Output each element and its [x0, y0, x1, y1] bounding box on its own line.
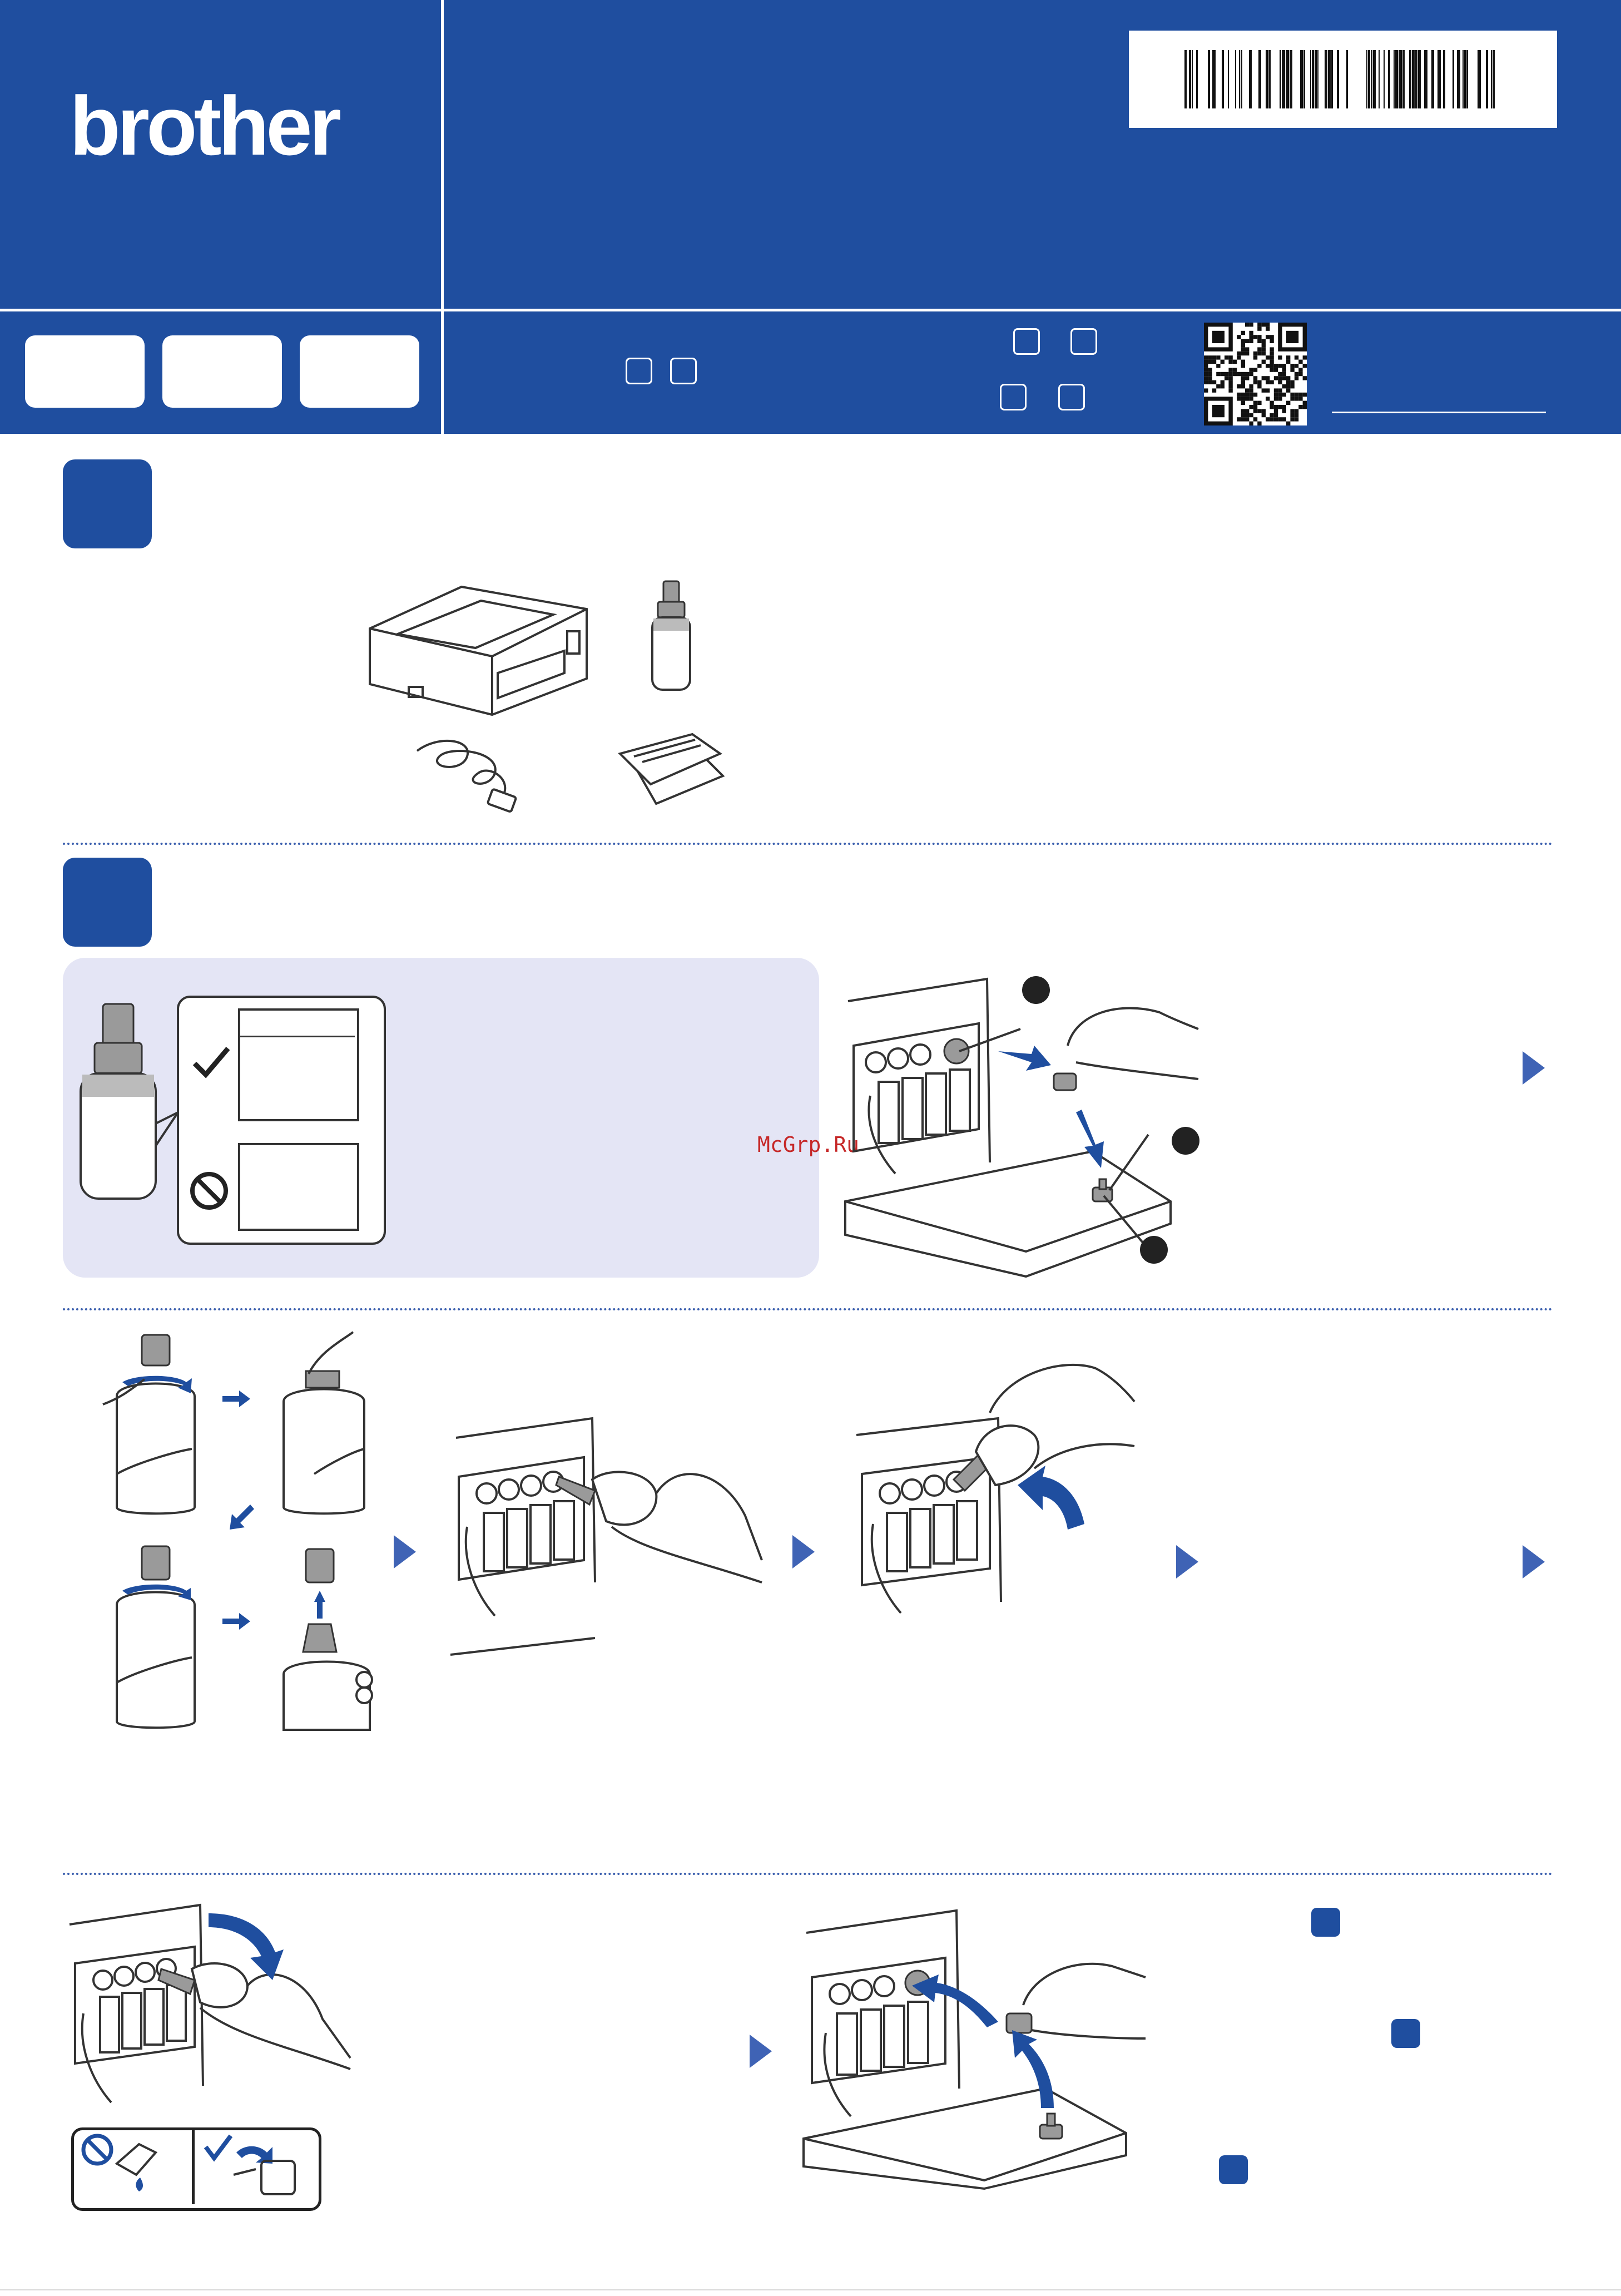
checkbox-b1[interactable]	[1013, 328, 1040, 355]
callout-marker-1	[1022, 976, 1050, 1004]
callout-ok-line	[240, 1036, 355, 1037]
bottle-opening-sequence-illustration	[103, 1329, 381, 1735]
checkbox-c1[interactable]	[1000, 384, 1027, 410]
next-arrow-icon-5	[1523, 1545, 1545, 1578]
next-arrow-icon-4	[1176, 1545, 1198, 1578]
write-in-line	[1332, 412, 1546, 413]
bottle-removal-illustration	[67, 1902, 350, 2114]
header-divider-vertical	[441, 0, 444, 434]
watermark-text: McGrp.Ru	[757, 1132, 860, 1157]
brother-logo: brother	[70, 79, 338, 172]
caution-panel	[63, 958, 819, 1278]
step-2-badge	[63, 858, 152, 947]
bottle-insert-illustration	[445, 1416, 767, 1660]
section-divider-2	[63, 1308, 1553, 1310]
section-divider-1	[63, 843, 1553, 845]
footer-line	[0, 2289, 1621, 2290]
next-arrow-icon-2	[394, 1535, 416, 1568]
substep-badge-2	[1391, 2019, 1420, 2048]
printer-illustration	[364, 584, 598, 720]
printer-cap-removal-illustration	[842, 968, 1198, 1276]
usage-tip-icons	[78, 2130, 317, 2205]
prohibited-icon	[189, 1171, 229, 1211]
check-icon	[192, 1046, 231, 1079]
checkbox-a2[interactable]	[670, 358, 697, 384]
next-arrow-icon	[1523, 1051, 1545, 1085]
callout-ng-box	[238, 1143, 359, 1231]
bottle-filling-illustration	[851, 1357, 1146, 1652]
barcode	[1184, 50, 1501, 108]
qr-code[interactable]	[1204, 323, 1307, 425]
language-tab-1[interactable]	[25, 335, 145, 408]
checkbox-c2[interactable]	[1058, 384, 1085, 410]
next-arrow-icon-3	[792, 1535, 815, 1568]
substep-badge-1	[1311, 1908, 1340, 1937]
step-1-badge	[63, 459, 152, 548]
documents-illustration	[617, 731, 726, 806]
language-tab-2[interactable]	[162, 335, 282, 408]
qr-code-pattern	[1204, 323, 1307, 425]
callout-marker-3	[1140, 1236, 1168, 1264]
ink-bottle-illustration	[648, 578, 695, 692]
checkbox-a1[interactable]	[626, 358, 652, 384]
checkbox-b2[interactable]	[1070, 328, 1097, 355]
cap-reattach-illustration	[801, 1905, 1148, 2189]
callout-marker-2	[1172, 1127, 1199, 1155]
next-arrow-icon-6	[750, 2035, 772, 2068]
language-tab-3[interactable]	[300, 335, 419, 408]
section-divider-3	[63, 1873, 1553, 1875]
power-cord-illustration	[406, 734, 523, 812]
callout-ok-box	[238, 1008, 359, 1121]
ink-bottle-large-illustration	[78, 1001, 161, 1201]
substep-badge-3	[1219, 2155, 1248, 2184]
